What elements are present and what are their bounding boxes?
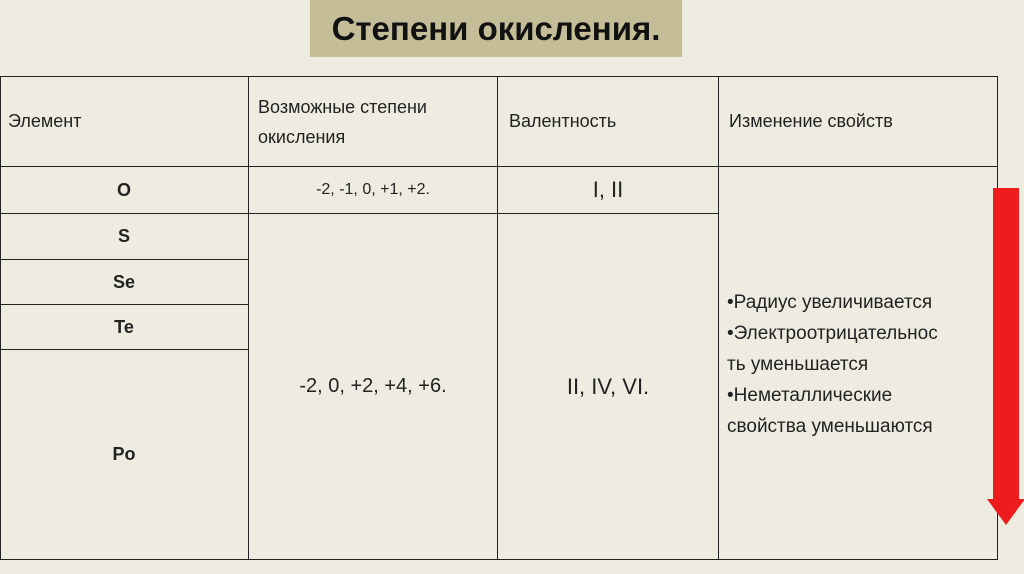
property-item: •Электроотрицательнос bbox=[727, 323, 938, 344]
oxidation-value: -2, -1, 0, +1, +2. bbox=[316, 181, 430, 198]
valence-value: I, II bbox=[592, 177, 624, 202]
element-cell bbox=[0, 350, 248, 559]
down-arrow-icon bbox=[993, 188, 1019, 500]
property-item: •Неметаллические bbox=[727, 385, 893, 406]
header-element bbox=[0, 77, 248, 166]
element-symbol: Se bbox=[112, 271, 136, 292]
oxidation-value: -2, 0, +2, +4, +6. bbox=[299, 375, 447, 397]
element-symbol: Po bbox=[112, 444, 136, 464]
header-valence bbox=[498, 77, 718, 166]
header-oxidation-line1: Возможные степени bbox=[258, 96, 427, 117]
header-element-label: Элемент bbox=[8, 111, 82, 131]
oxidation-cell-group bbox=[249, 214, 497, 559]
slide-title: Степени окисления. bbox=[331, 9, 661, 47]
header-changes bbox=[719, 77, 997, 166]
element-symbol: O bbox=[116, 179, 131, 200]
header-changes-label: Изменение свойств bbox=[729, 111, 893, 131]
property-item: ть уменьшается bbox=[727, 354, 869, 375]
header-valence-label: Валентность bbox=[509, 111, 617, 131]
element-symbol: S bbox=[117, 226, 130, 246]
header-oxidation bbox=[249, 77, 497, 166]
element-cell bbox=[0, 305, 248, 349]
property-item: •Радиус увеличивается bbox=[727, 292, 933, 313]
arrow-head-icon bbox=[987, 499, 1024, 525]
valence-cell-oxygen bbox=[498, 167, 718, 213]
element-cell bbox=[0, 260, 248, 304]
element-cell bbox=[0, 214, 248, 259]
element-cell bbox=[0, 167, 248, 213]
property-item: свойства уменьшаются bbox=[727, 416, 933, 437]
valence-cell-group bbox=[498, 214, 718, 559]
oxidation-cell-oxygen bbox=[249, 167, 497, 213]
element-symbol: Te bbox=[114, 316, 134, 337]
property-changes-list bbox=[727, 287, 992, 442]
table-border-bottom bbox=[0, 559, 998, 560]
header-oxidation-line2: окисления bbox=[258, 126, 346, 147]
valence-value: II, IV, VI. bbox=[566, 373, 650, 399]
